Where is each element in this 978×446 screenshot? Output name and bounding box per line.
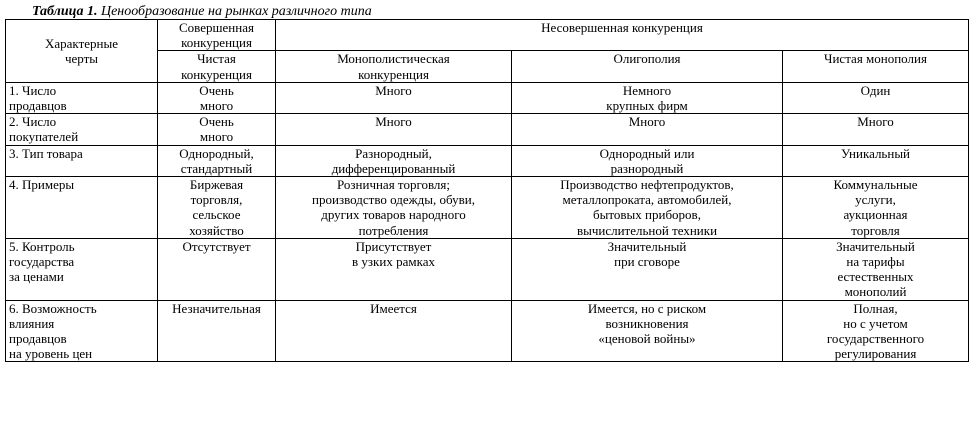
header-pure-monopoly: Чистая монополия	[783, 51, 969, 82]
table-cell: Много	[783, 114, 969, 145]
header-monopolistic-competition: Монополистическая конкуренция	[276, 51, 512, 82]
row-label: 2. Число покупателей	[6, 114, 158, 145]
table-cell: Полная, но с учетом государственного регулирования	[783, 300, 969, 362]
table-cell: Очень много	[158, 114, 276, 145]
table-caption-title: Ценообразование на рынках различного типа	[100, 4, 372, 19]
header-perfect-competition: Совершенная конкуренция	[158, 20, 276, 51]
table-row	[6, 238, 969, 300]
table-cell: Один	[783, 82, 969, 113]
table-caption	[32, 3, 372, 20]
table-cell: Присутствует в узких рамках	[276, 238, 512, 300]
table-cell: Незначительная	[158, 300, 276, 362]
table-row	[6, 82, 969, 113]
header-characteristics: Характерные черты	[6, 20, 158, 83]
table-cell: Отсутствует	[158, 238, 276, 300]
table-cell: Очень много	[158, 82, 276, 113]
table-cell: Разнородный, дифференцированный	[276, 145, 512, 176]
table-cell: Много	[276, 82, 512, 113]
table-cell: Имеется, но с риском возникновения «ценовой войны»	[512, 300, 783, 362]
table-cell: Имеется	[276, 300, 512, 362]
table-cell: Уникальный	[783, 145, 969, 176]
row-label: 6. Возможность влияния продавцов на уровень цен	[6, 300, 158, 362]
table-row	[6, 177, 969, 239]
header-pure-competition: Чистая конкуренция	[158, 51, 276, 82]
pricing-table	[5, 19, 969, 362]
row-label: 1. Число продавцов	[6, 82, 158, 113]
table-cell: Однородный, стандартный	[158, 145, 276, 176]
table-cell: Производство нефтепродуктов, металлопроката, автомобилей, бытовых приборов, вычислительной техники	[512, 177, 783, 239]
table-row	[6, 114, 969, 145]
header-oligopoly: Олигополия	[512, 51, 783, 82]
row-label: 4. Примеры	[6, 177, 158, 239]
row-label: 3. Тип товара	[6, 145, 158, 176]
table-cell: Много	[276, 114, 512, 145]
header-row-groups	[6, 20, 969, 51]
table-row	[6, 145, 969, 176]
table-cell: Биржевая торговля, сельское хозяйство	[158, 177, 276, 239]
table-caption-label: Таблица 1.	[32, 4, 98, 19]
table-row	[6, 300, 969, 362]
table-cell: Розничная торговля; производство одежды, обуви, других товаров народного потребления	[276, 177, 512, 239]
table-cell: Однородный или разнородный	[512, 145, 783, 176]
table-cell: Много	[512, 114, 783, 145]
table-cell: Немного крупных фирм	[512, 82, 783, 113]
table-cell: Значительный при сговоре	[512, 238, 783, 300]
table-cell: Коммунальные услуги, аукционная торговля	[783, 177, 969, 239]
header-imperfect-competition: Несовершенная конкуренция	[276, 20, 969, 51]
table-cell: Значительный на тарифы естественных монополий	[783, 238, 969, 300]
row-label: 5. Контроль государства за ценами	[6, 238, 158, 300]
